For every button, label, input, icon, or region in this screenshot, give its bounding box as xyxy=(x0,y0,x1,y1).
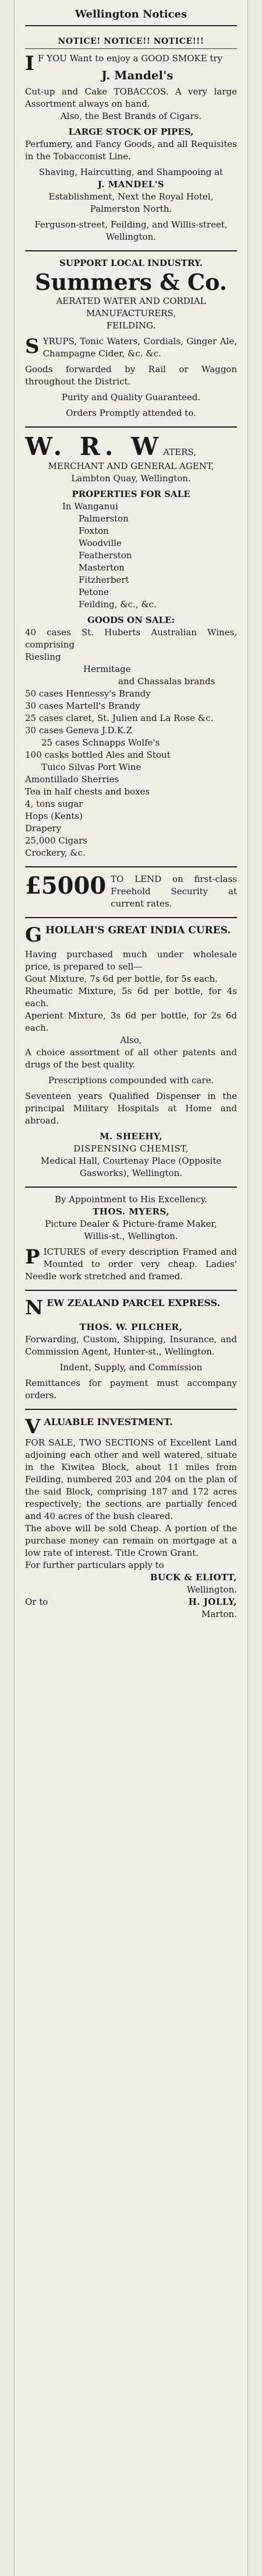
mandel-advertisement xyxy=(25,31,237,251)
valuable-advertisement xyxy=(25,1410,237,1628)
valuable-text: FOR SALE, TWO SECTIONS of Excellent Land adjoining each other and well watered, situate in the Kiwitea Block, about 11 miles from Feilding, numbered 203 and 204 on the plan of the said Block, comprising 187 and 172 acres respectively; the sections are partially fenced and 40 acres of the bush cleared. xyxy=(25,1437,237,1521)
summers-sub1: AERATED WATER AND CORDIAL MANUFACTURERS, xyxy=(56,296,206,318)
list-item: Hermitage xyxy=(83,664,131,674)
ghollah-name: M. SHEEHY, xyxy=(99,1131,163,1142)
ghollah-title: GHOLLAH'S GREAT INDIA CURES. xyxy=(25,923,231,947)
valuable-alt-row xyxy=(25,1596,237,1608)
pilcher-line3: Remittances for payment must accompany orders. xyxy=(25,1378,237,1401)
myers-advertisement xyxy=(25,1188,237,1291)
myers-appoint: By Appointment to His Excellency. xyxy=(54,1194,208,1205)
waters-properties-list xyxy=(25,513,237,611)
list-item: 25 cases claret, St. Julien and La Rose &c. xyxy=(25,713,214,723)
list-item: Amontillado Sherries xyxy=(25,774,119,785)
valuable-p2: The above will be sold Cheap. A portion of the purchase money can remain on mortgage at a low rate of interest. Title Crown Grant. xyxy=(25,1523,237,1558)
mandel-name2: J. MANDEL'S xyxy=(97,179,165,190)
list-item: Masterton xyxy=(79,562,125,573)
ghollah-p6: A choice assortment of all other patents and drugs of the best quality. xyxy=(25,1047,237,1070)
list-item: 30 cases Geneva J.D.K.Z xyxy=(25,725,133,736)
list-item: Fitzherbert xyxy=(79,575,129,585)
valuable-title: VALUABLE INVESTMENT. xyxy=(25,1415,173,1438)
list-item: Crockery, &c. xyxy=(25,848,86,858)
valuable-alt-loc: Marton. xyxy=(201,1609,237,1619)
dropcap: N xyxy=(25,1296,44,1320)
pilcher-title: NEW ZEALAND PARCEL EXPRESS. xyxy=(25,1296,221,1320)
list-item: Tuico Silvas Port Wine xyxy=(41,762,141,772)
dropcap: V xyxy=(25,1415,41,1438)
pilcher-line2: Indent, Supply, and Commission xyxy=(59,1362,203,1373)
list-item: 30 cases Martell's Brandy xyxy=(25,701,140,711)
ghollah-address: Medical Hall, Courtenay Place (Opposite Gasworks), Wellington. xyxy=(40,1156,222,1178)
list-item: Drapery xyxy=(25,823,62,834)
list-item: Foxton xyxy=(79,526,109,536)
mandel-line6: Establishment, Next the Royal Hotel, Palmerston North. xyxy=(48,191,214,214)
mandel-line3: LARGE STOCK OF PIPES, xyxy=(68,127,194,137)
list-item: 25 cases Schnapps Wolfe's xyxy=(41,737,160,748)
valuable-alt-name: H. JOLLY, xyxy=(188,1597,237,1607)
waters-properties-in: In Wanganui xyxy=(62,501,118,512)
dropcap: P xyxy=(25,1245,40,1269)
myers-name: THOS. MYERS, xyxy=(93,1206,169,1217)
waters-properties-head: PROPERTIES FOR SALE xyxy=(72,489,190,499)
myers-role: Picture Dealer & Picture-frame Maker, xyxy=(45,1219,217,1229)
loan-amount: £5000 xyxy=(25,872,107,900)
ghollah-p2: Gout Mixture, 7s 6d per bottle, for 5s each. xyxy=(25,974,218,984)
ghollah-p1: Having purchased much under wholesale price, is prepared to sell— xyxy=(25,949,237,972)
mandel-line2: Also, the Best Brands of Cigars. xyxy=(60,111,202,121)
list-item: Riesling xyxy=(25,652,61,662)
ghollah-role: DISPENSING CHEMIST, xyxy=(73,1143,189,1154)
summers-line2: Goods forwarded by Rail or Waggon throughout the District. xyxy=(25,364,237,387)
waters-address: Lambton Quay, Wellington. xyxy=(71,473,191,484)
list-item: 40 cases St. Huberts Australian Wines, comprising xyxy=(25,627,237,650)
waters-goods-head: GOODS ON SALE: xyxy=(87,615,175,625)
mandel-line1: Cut-up and Cake TOBACCOS. A very large Assortment always on hand. xyxy=(25,86,237,109)
list-item: Hops (Kents) xyxy=(25,811,83,821)
list-item: 4, tons sugar xyxy=(25,799,83,809)
waters-goods-list xyxy=(25,626,237,859)
valuable-agents-loc: Wellington. xyxy=(186,1584,237,1595)
pilcher-text: Forwarding, Custom, Shipping, Insurance, and Commission Agent, Hunter-st., Wellington. xyxy=(25,1334,237,1357)
list-item: 25,000 Cigars xyxy=(25,835,87,846)
loan-advertisement xyxy=(25,867,237,918)
list-item: Woodville xyxy=(79,538,122,548)
list-item: Petone xyxy=(79,587,109,597)
loan-text: TO LEND on first-class Freehold Security at current rates. xyxy=(111,874,237,909)
mandel-intro: I F YOU Want to enjoy a GOOD SMOKE try xyxy=(25,52,223,75)
list-item: Palmerston xyxy=(79,513,129,524)
dropcap: I xyxy=(25,52,34,75)
waters-big-initials: W. R. W xyxy=(25,432,164,461)
summers-products: SYRUPS, Tonic Waters, Cordials, Ginger Ale, Champagne Cider, &c. &c. xyxy=(25,335,237,359)
ghollah-p7: Prescriptions compounded with care. xyxy=(48,1075,214,1086)
valuable-agents: BUCK & ELIOTT, xyxy=(150,1572,237,1583)
waters-title: MERCHANT AND GENERAL AGENT, xyxy=(48,461,214,471)
ghollah-p8: Seventeen years Qualified Dispenser in the principal Military Hospitals at Home and abroad. xyxy=(25,1091,237,1126)
summers-line3: Purity and Quality Guaranteed. xyxy=(61,392,201,402)
summers-tagline: SUPPORT LOCAL INDUSTRY. xyxy=(59,258,203,268)
waters-big-rest: ATERS, xyxy=(163,447,196,457)
waters-heading xyxy=(25,433,237,460)
loan-row xyxy=(25,873,237,910)
pilcher-name: THOS. W. PILCHER, xyxy=(79,1322,183,1332)
summers-name: Summers & Co. xyxy=(35,269,227,295)
ghollah-p3: Rheumatic Mixture, 5s 6d per bottle, for 4s each. xyxy=(25,986,237,1009)
mandel-line4: Perfumery, and Fancy Goods, and all Requisites in the Tobacconist Line. xyxy=(25,139,237,162)
pilcher-advertisement xyxy=(25,1291,237,1410)
list-item: Featherston xyxy=(79,550,132,561)
list-item: 100 casks bottled Ales and Stout xyxy=(25,750,171,760)
list-item: and Chassalas brands xyxy=(118,676,215,687)
valuable-or-to: Or to xyxy=(25,1597,48,1607)
dropcap: S xyxy=(25,335,40,358)
mandel-line5: Shaving, Haircutting, and Shampooing at xyxy=(38,167,224,177)
dropcap: G xyxy=(25,923,43,947)
ghollah-advertisement xyxy=(25,918,237,1188)
page-title: Wellington Notices xyxy=(25,5,237,26)
mandel-line7: Ferguson-street, Feilding, and Willis-street, Wellington. xyxy=(34,219,228,242)
myers-text: PICTURES of every description Framed and Mounted to order very cheap. Ladies' Needle work stretched and framed. xyxy=(25,1245,237,1282)
list-item: Tea in half chests and boxes xyxy=(25,786,150,797)
summers-line4: Orders Promptly attended to. xyxy=(66,408,196,418)
ghollah-p4: Aperient Mixture, 3s 6d per bottle, for 2s 6d each. xyxy=(25,1010,237,1033)
notice-strip: NOTICE! NOTICE!! NOTICE!!! xyxy=(25,37,237,49)
valuable-p3: For further particulars apply to xyxy=(25,1560,164,1570)
list-item: 50 cases Hennessy's Brandy xyxy=(25,688,151,699)
list-item: Feilding, &c., &c. xyxy=(79,599,157,610)
summers-advertisement xyxy=(25,251,237,428)
ghollah-p5: Also, xyxy=(120,1035,142,1045)
summers-sub2: FEILDING. xyxy=(106,320,156,331)
mandel-name: J. Mandel's xyxy=(101,68,174,82)
myers-address: Willis-st., Wellington. xyxy=(84,1231,178,1241)
advertisement-column xyxy=(14,0,248,2576)
waters-advertisement xyxy=(25,428,237,867)
